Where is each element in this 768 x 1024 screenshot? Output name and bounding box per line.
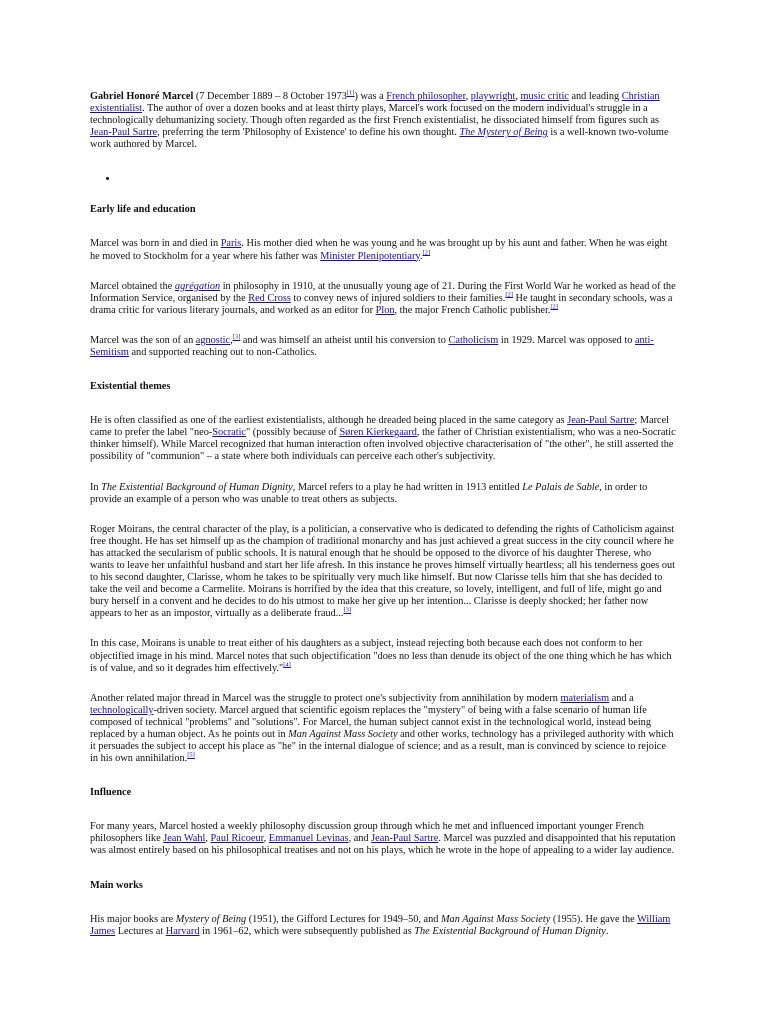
list-item	[118, 173, 676, 185]
heading-influence: Influence	[90, 787, 132, 799]
intro-paragraph: Gabriel Honoré Marcel (7 December 1889 – 8 October 1973[1]) was a French philosopher, playwright, music critic and leading Christian existentialist. The author of over a dozen books and at least thirty plays, Marcel's work focused on the modern individual's struggle in a technologically dehumanizing society. Though often regarded as the first French existentialist, he dissociated himself from figures such as Jean-Paul Sartre, preferring the term 'Philosophy of Existence' to define his own thought. The Mystery of Being is a well-known two-volume work authored by Marcel.	[90, 89, 669, 151]
link-paul-ricoeur[interactable]: Paul Ricoeur	[210, 833, 264, 845]
paragraph-agregation: Marcel obtained the agrégation in philosophy in 1910, at the unusually young age of 21. During the First World War he worked as head of the Information Service, organised by the Red Cross to convey news of injured soldiers to their families.[2] He taught in secondary schools, was a drama critic for various literary journals, and worked as an editor for Plon, the major French Catholic publisher.[2]	[90, 280, 676, 316]
link-kierkegaard[interactable]: Søren Kierkegaard	[339, 427, 417, 439]
ref-link[interactable]: [4]	[283, 661, 291, 669]
link-technologically[interactable]: technologically	[90, 704, 154, 716]
paragraph-religion: Marcel was the son of an agnostic,[3] and was himself an atheist until his conversion to Catholicism in 1929. Marcel was opposed to anti-Semitism and supported reaching out to non-Catholics.	[90, 333, 654, 359]
ref-link[interactable]: [2]	[505, 291, 513, 299]
link-mystery-of-being[interactable]: The Mystery of Being	[459, 127, 548, 139]
link-agnostic[interactable]: agnostic	[195, 334, 231, 346]
link-christian-existentialist[interactable]: Christian existentialist	[90, 91, 660, 115]
link-sartre[interactable]: Jean-Paul Sartre	[90, 127, 158, 139]
link-minister-plenipotentiary[interactable]: Minister Plenipotentiary	[320, 250, 420, 262]
link-sartre[interactable]: Jean-Paul Sartre	[371, 833, 439, 845]
paragraph-birth: Marcel was born in and died in Paris. His mother died when he was young and he was brought up by his aunt and father. When he was eight he moved to Stockholm for a year where his father was Minister Plenipotentiary.[2]	[90, 238, 668, 262]
subject-name: Gabriel Honoré Marcel	[90, 91, 194, 102]
link-playwright[interactable]: playwright	[470, 91, 516, 102]
paragraph-classification: He is often classified as one of the earliest existentialists, although he dreaded being placed in the same category as Jean-Paul Sartre; Marcel came to prefer the label "neo-Socratic" (possibly because of Søren Kierkegaard, the father of Christian existentialism, who was a neo-Socratic thinker himself). While Marcel recognized that human interaction often involved objective characterisation of "the other", he still asserted the possibility of "communion" – a state where both individuals can perceive each other's subjectivity.	[90, 415, 676, 463]
ref-link[interactable]: [5]	[187, 751, 195, 759]
link-paris[interactable]: Paris	[220, 238, 242, 250]
heading-existential-themes: Existential themes	[90, 381, 171, 393]
link-agregation[interactable]: agrégation	[174, 280, 221, 292]
bullet-list	[90, 173, 676, 185]
ref-link[interactable]: [3]	[232, 333, 241, 341]
link-william-james[interactable]: William James	[90, 913, 671, 937]
heading-early-life: Early life and education	[90, 204, 196, 216]
link-sartre[interactable]: Jean-Paul Sartre	[567, 415, 635, 427]
article	[90, 91, 676, 938]
link-socratic[interactable]: Socratic	[212, 427, 247, 439]
paragraph-quote-moirans: Roger Moirans, the central character of the play, is a politician, a conservative who is dedicated to defending the rights of Catholicism against free thought. He has set himself up as the champion of traditional monarchy and has just achieved a great success in the city council where he has attacked the secularism of public schools. It is natural enough that he should be opposed to the divorce of his daughter Therese, who wants to leave her unfaithful husband and start her life afresh. In this instance he proves himself virtually heartless; all his tenderness goes out to his second daughter, Clarisse, whom he takes to be spiritually very much like himself. But now Clarisse tells him that she has decided to take the veil and become a Carmelite. Moirans is horrified by the idea that this creature, so lovely, intelligent, and full of life, might go and bury herself in a convent and he decides to do his utmost to make her give up her intention... Clarisse is deeply shocked; her father now appears to her as an impostor, virtually as a deliberate fraud...[3]	[90, 523, 676, 620]
link-anti-semitism[interactable]: anti-Semitism	[90, 334, 654, 359]
link-emmanuel-levinas[interactable]: Emmanuel Levinas	[268, 833, 349, 845]
link-red-cross[interactable]: Red Cross	[248, 292, 291, 304]
heading-main-works: Main works	[90, 879, 143, 891]
link-plon[interactable]: Plon	[375, 304, 395, 316]
ref-link[interactable]: [2]	[422, 249, 431, 257]
ref-link[interactable]: [2]	[550, 303, 558, 311]
link-materialism[interactable]: materialism	[560, 692, 610, 704]
paragraph-main-works: His major books are Mystery of Being (1951), the Gifford Lectures for 1949–50, and Man Against Mass Society (1955). He gave the William James Lectures at Harvard in 1961–62, which were subsequently published as The Existential Background of Human Dignity.	[90, 913, 671, 937]
paragraph-influence: For many years, Marcel hosted a weekly philosophy discussion group through which he met and influenced important younger French philosophers like Jean Wahl, Paul Ricoeur, Emmanuel Levinas, and Jean-Paul Sartre. Marcel was puzzled and disappointed that his reputation was almost entirely based on his philosophical treatises and not on his plays, which he wrote in the hope of appealing to a wider lay audience.	[90, 821, 676, 857]
ref-link[interactable]: [3]	[343, 606, 352, 614]
paragraph-materialism: Another related major thread in Marcel was the struggle to protect one's subjectivity from annihilation by modern materialism and a technologically-driven society. Marcel argued that scientific egoism replaces the "mystery" of being with a false scenario of human life composed of technical "problems" and "solutions". For Marcel, the human subject cannot exist in the technological world, instead being replaced by a human object. As he points out in Man Against Mass Society and other works, technology has a privileged authority with which it persuades the subject to accept his place as "he" in the internal dialogue of science; and as a result, man is convinced by science to rejoice in his own annihilation.[5]	[90, 692, 674, 765]
link-music-critic[interactable]: music critic	[520, 91, 569, 102]
paragraph-existential-background: In The Existential Background of Human Dignity, Marcel refers to a play he had written in 1913 entitled Le Palais de Sable, in order to provide an example of a person who was unable to treat others as subjects.	[90, 481, 648, 505]
link-harvard[interactable]: Harvard	[165, 925, 200, 937]
link-french-philosopher[interactable]: French philosopher	[386, 91, 466, 102]
link-catholicism[interactable]: Catholicism	[448, 334, 499, 346]
ref-link[interactable]: [1]	[346, 89, 355, 97]
paragraph-objectification: In this case, Moirans is unable to treat either of his daughters as a subject, instead rejecting both because each does not conform to her objectified image in his mind. Marcel notes that such objectification "does no less than denude its object of the one thing which he has which is of value, and so it degrades him effectively."[4]	[90, 638, 672, 674]
link-jean-wahl[interactable]: Jean Wahl	[163, 833, 206, 845]
